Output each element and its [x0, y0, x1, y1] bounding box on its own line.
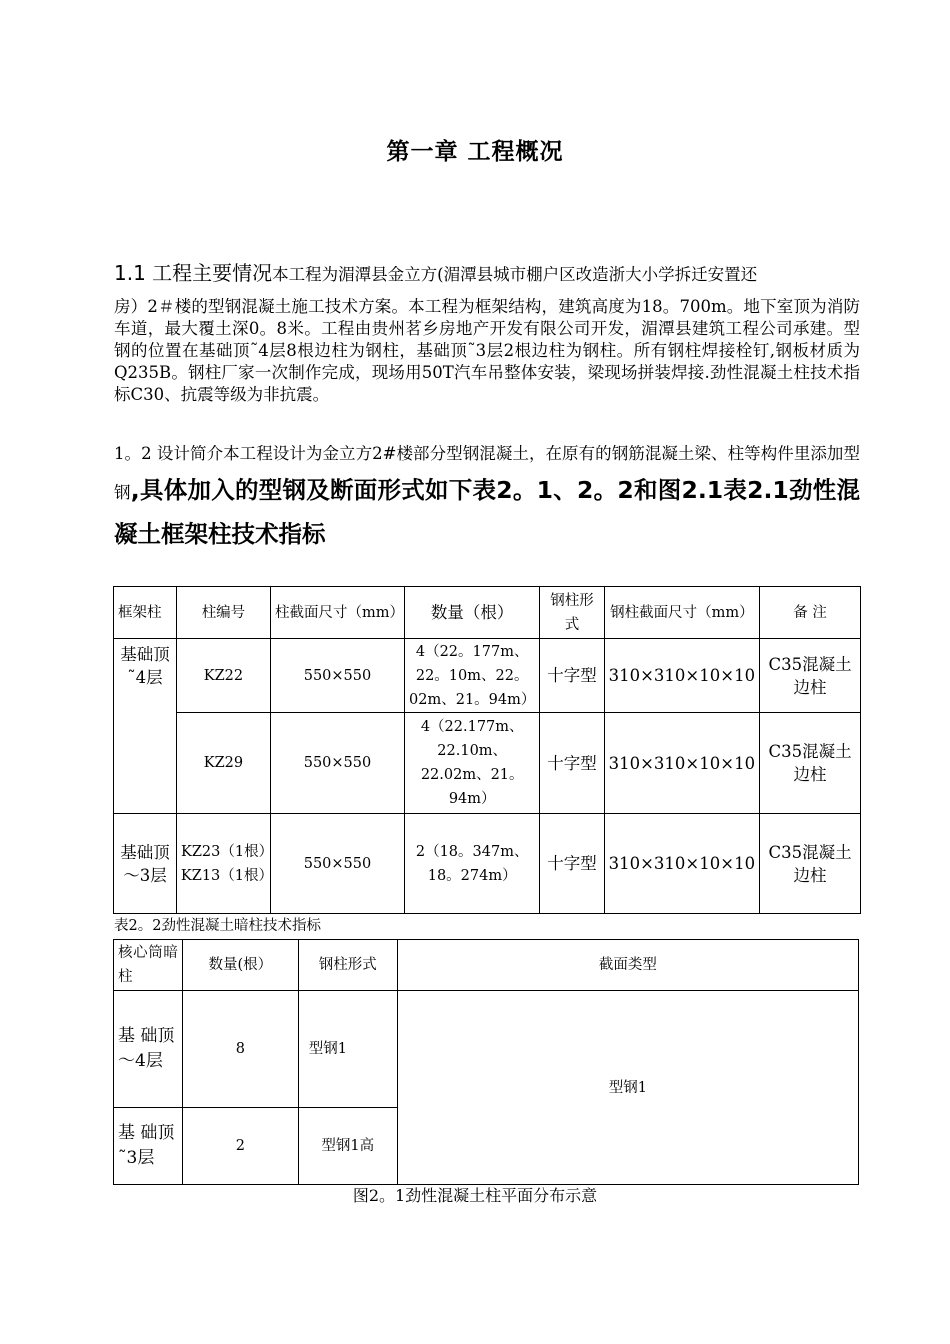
table-cell: 4（22。177m、22。10m、22。02m、21。94m）: [405, 639, 540, 713]
table-cell-section: 型钢1: [397, 991, 858, 1185]
chapter-title: 第一章 工程概况: [386, 139, 564, 165]
table-cell: 十字型: [540, 713, 604, 814]
table-cell: 8: [182, 991, 298, 1108]
table-2-1: [113, 586, 861, 914]
section-1-1-text-rest: 房）2＃楼的型钢混凝土施工技术方案。本工程为框架结构，建筑高度为18。700m。地下室顶为消防车道，最大覆土深0。8米。工程由贵州茗乡房地产开发有限公司开发，湄潭县建筑工程公司承建。型钢的位置在基础顶˜4层8根边柱为钢柱，基础顶˜3层2根边柱为钢柱。所有钢柱焊接栓钉,钢板材质为Q235B。钢柱厂家一次制作完成，现场用50T汽车吊整体安装，梁现场拼装焊接.劲性混凝土柱技术指标C30、抗震等级为非抗震。: [114, 297, 860, 404]
table-cell: KZ23（1根）KZ13（1根）: [176, 814, 270, 914]
table-header-cell: 钢柱形式: [540, 587, 604, 639]
table-row: [114, 713, 861, 814]
table-cell: 550×550: [270, 713, 404, 814]
section-1-2-bold-text: ,具体加入的型钢及断面形式如下表2。1、2。2和图2.1表2.1劲性混凝土框架柱技术指标: [114, 476, 861, 548]
table-cell: 550×550: [270, 639, 404, 713]
table-header-cell: 数量(根）: [182, 940, 298, 991]
table-header-cell: 柱编号: [176, 587, 270, 639]
table-cell-group: 基 础顶～4层: [114, 991, 183, 1108]
table-header-cell: 截面类型: [397, 940, 858, 991]
table-row: [114, 814, 861, 914]
table-cell: 310×310×10×10: [604, 713, 759, 814]
table-cell: 十字型: [540, 814, 604, 914]
table-cell: 十字型: [540, 639, 604, 713]
table-cell: 310×310×10×10: [604, 814, 759, 914]
table-cell: KZ22: [176, 639, 270, 713]
section-1-2-paragraph: [114, 440, 860, 556]
table-cell: C35混凝土边柱: [760, 814, 861, 914]
table-cell: 2（18。347m、18。274m）: [405, 814, 540, 914]
table-cell-group: 基础顶˜4层: [114, 639, 177, 814]
table-header-row: [114, 940, 859, 991]
table-row: [114, 991, 859, 1108]
section-1-1-first-line: [114, 252, 860, 296]
table-cell: 4（22.177m、22.10m、22.02m、21。94m）: [405, 713, 540, 814]
table-cell: 2: [182, 1108, 298, 1185]
table-cell: 型钢1: [298, 991, 397, 1108]
table-cell: C35混凝土边柱: [760, 713, 861, 814]
figure-caption: 图2。1劲性混凝土柱平面分布示意: [352, 1186, 598, 1205]
section-1-2-text: 1。2 设计简介本工程设计为金立方2#楼部分型钢混凝土，在原有的钢筋混凝土梁、柱等构件里添加型钢: [114, 444, 860, 502]
section-1-1-paragraph: [114, 252, 860, 406]
table-header-cell: 框架柱: [114, 587, 177, 639]
table-cell-group: 基 础顶 ˜3层: [114, 1108, 183, 1185]
table-cell-group: 基础顶～3层: [114, 814, 177, 914]
table-cell: 310×310×10×10: [604, 639, 759, 713]
table-header-cell: 钢柱截面尺寸（mm）: [604, 587, 759, 639]
table-2-2-caption: 表2。2劲性混凝土暗柱技术指标: [114, 918, 321, 934]
table-header-cell: 核心筒暗 柱: [114, 940, 183, 991]
table-header-row: [114, 587, 861, 639]
section-1-1-heading: 1.1 工程主要情况: [114, 261, 273, 285]
table-header-cell: 备 注: [760, 587, 861, 639]
table-cell: KZ29: [176, 713, 270, 814]
table-header-cell: 钢柱形式: [298, 940, 397, 991]
table-cell: C35混凝土边柱: [760, 639, 861, 713]
table-header-cell: 数量（根）: [405, 587, 540, 639]
table-row: [114, 639, 861, 713]
table-header-cell: 柱截面尺寸（mm）: [270, 587, 404, 639]
section-1-1-text-first: 本工程为湄潭县金立方(湄潭县城市棚户区改造浙大小学拆迁安置还: [272, 265, 758, 284]
table-cell: 型钢1高: [298, 1108, 397, 1185]
table-cell: 550×550: [270, 814, 404, 914]
table-2-2: [113, 939, 859, 1185]
